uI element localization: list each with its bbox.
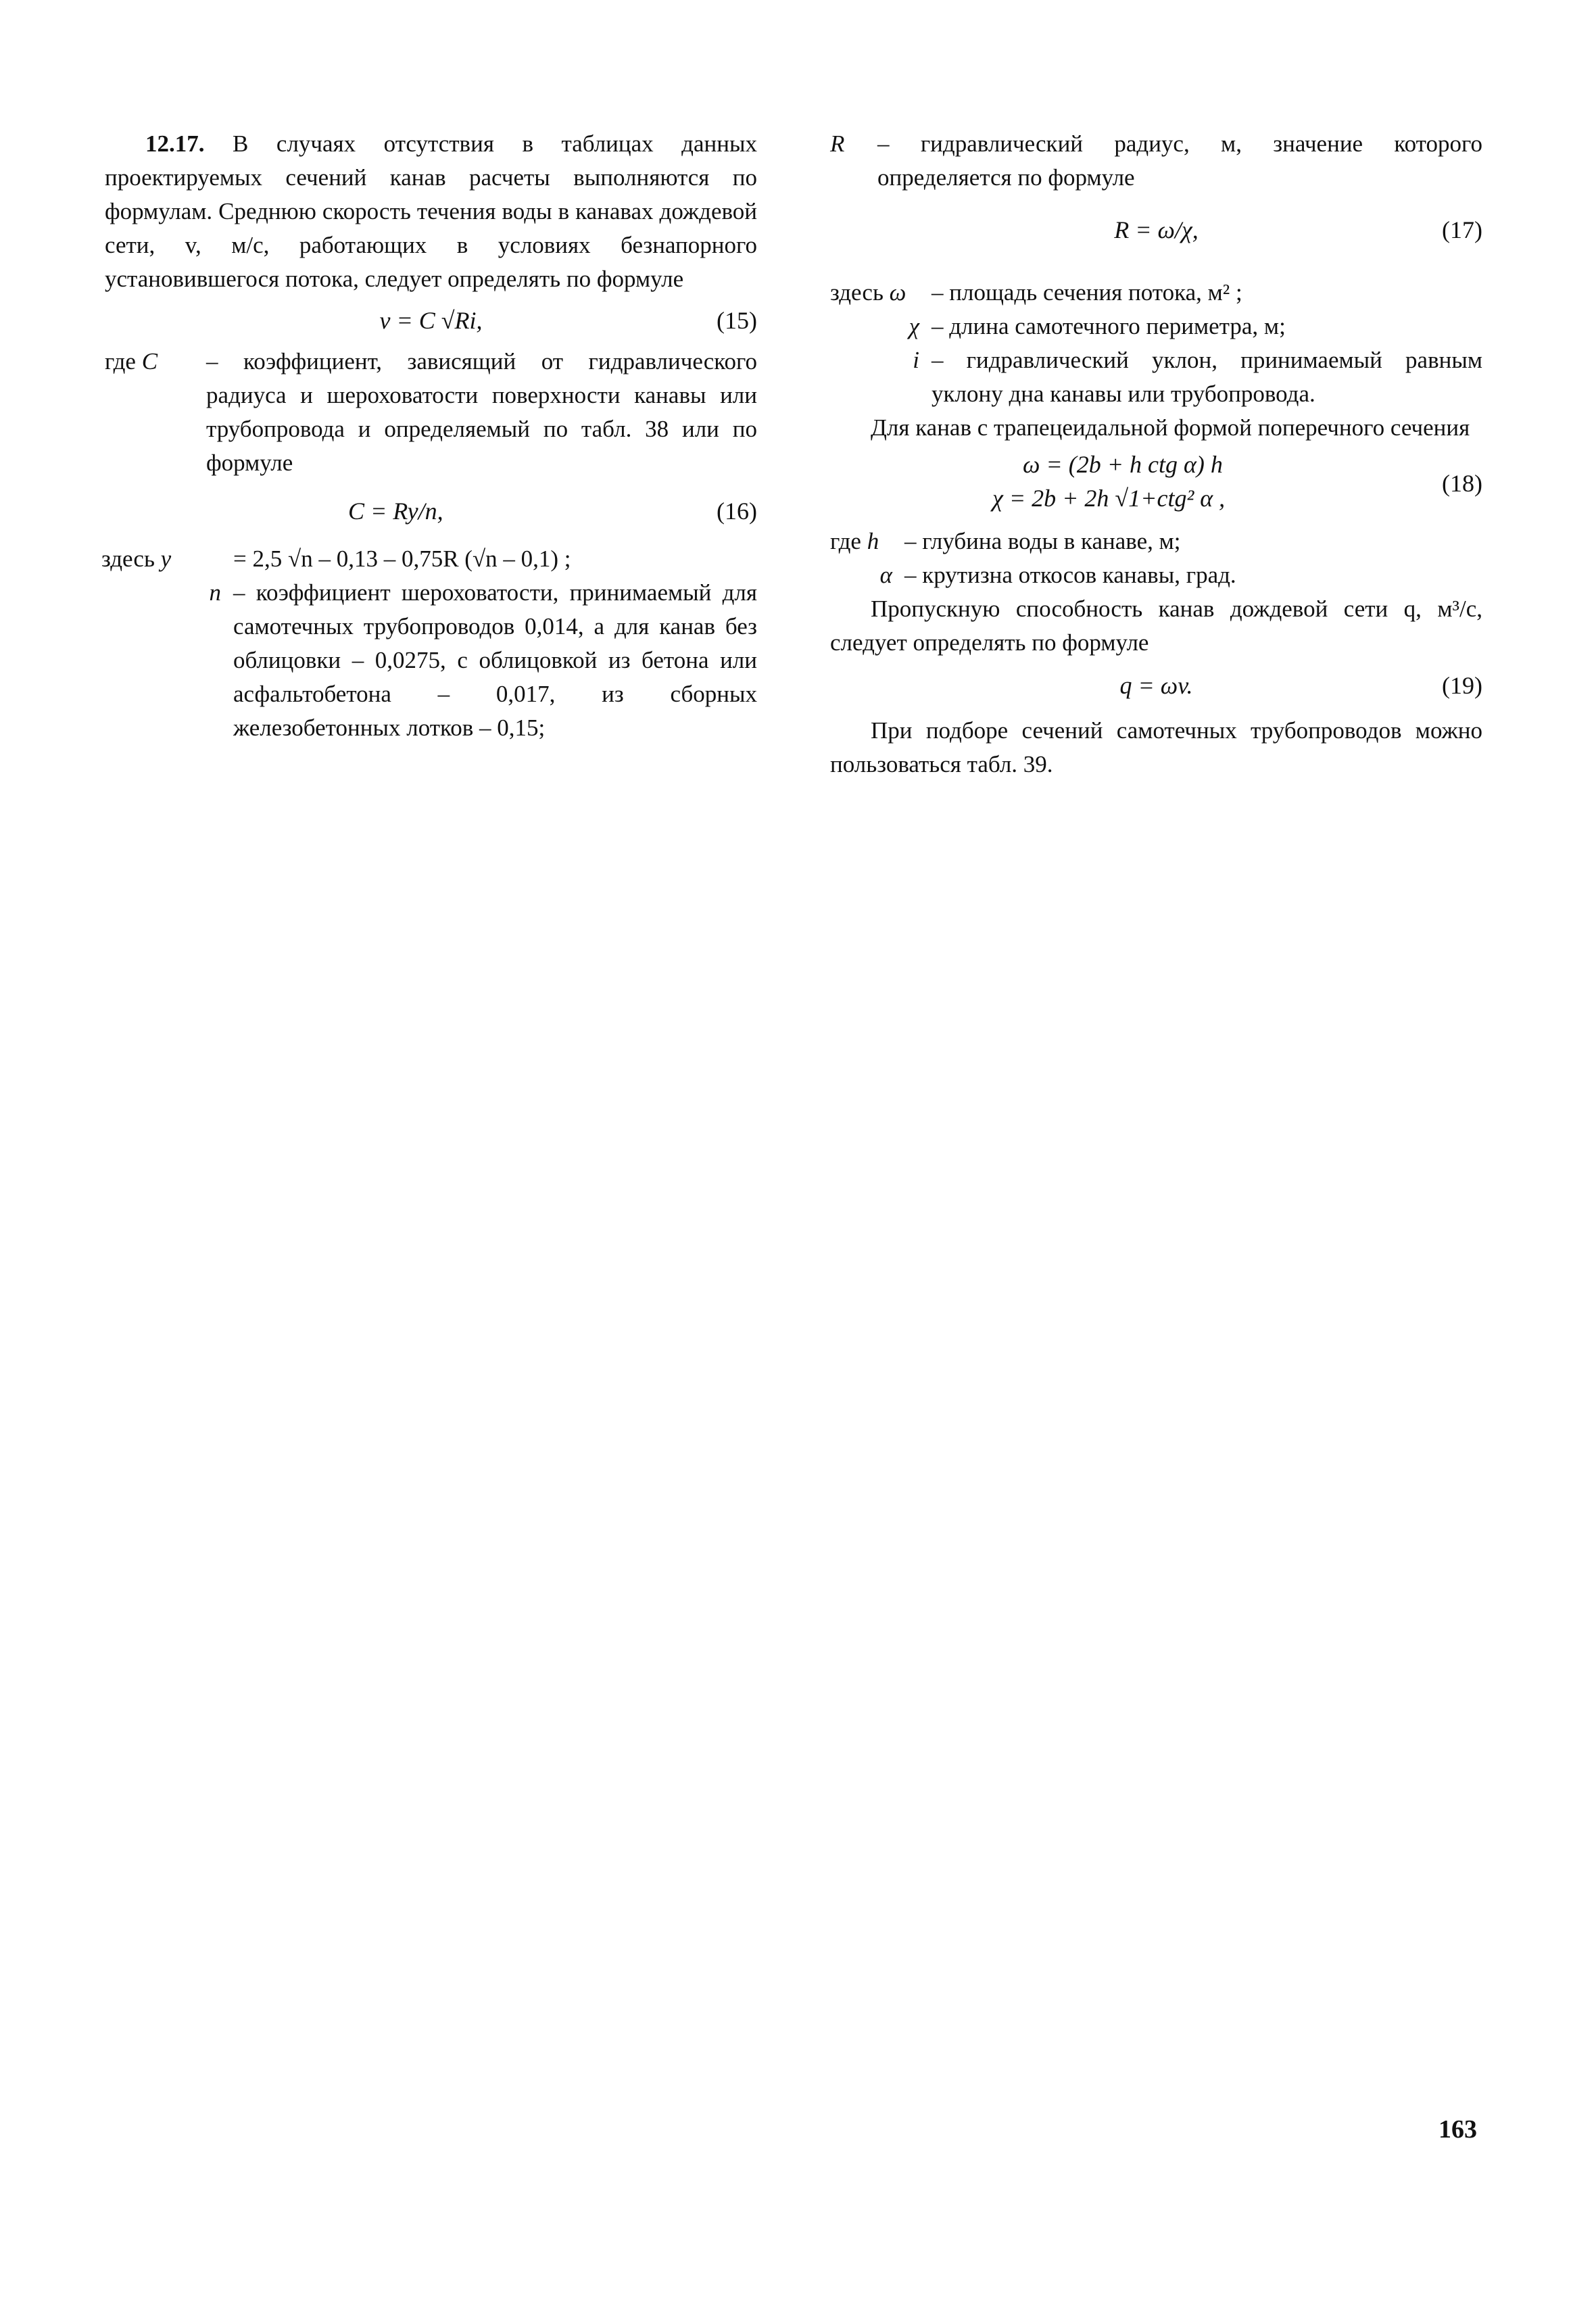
- symbol-h: h: [867, 528, 879, 554]
- formula-16-expr: C = Ry/n,: [348, 498, 443, 525]
- right-column: [830, 127, 1482, 781]
- formula-15: [105, 301, 757, 339]
- formula-18: [830, 448, 1482, 523]
- definition-h: [830, 525, 1482, 558]
- formula-18-line1: ω = (2b + h ctg α) h: [1023, 451, 1223, 478]
- symbol-c: C: [141, 348, 158, 375]
- formula-15-expr: v = C √Ri,: [379, 307, 483, 334]
- formula-16-number: (16): [717, 498, 757, 525]
- symbol-i: i: [913, 347, 919, 373]
- formula-15-number: (15): [717, 307, 757, 334]
- definition-h-text: – глубина воды в канаве, м;: [904, 528, 1181, 554]
- definition-chi: [830, 310, 1482, 343]
- definition-h-lead: где h: [830, 528, 879, 554]
- left-column: [101, 127, 757, 745]
- definition-y-lead: здесь y: [101, 546, 172, 572]
- definition-c: [105, 345, 757, 480]
- formula-18-number: (18): [1442, 470, 1482, 497]
- definition-omega: [830, 276, 1482, 310]
- definition-y-text: = 2,5 √n – 0,13 – 0,75R (√n – 0,1) ;: [233, 546, 571, 572]
- definition-r-text: – гидравлический радиус, м, значение которого определяется по формуле: [877, 130, 1482, 191]
- page-number: 163: [1438, 2115, 1477, 2144]
- definition-n-text: – коэффициент шероховатости, принимаемый для самотечных трубопроводов 0,014, а для канав без облицовки – 0,0275, с облицовкой из бетона или асфальтобетона – 0,017, из сборных железобетонных лотков – 0,15;: [233, 579, 757, 741]
- intro-paragraph: [105, 127, 757, 296]
- definition-i-text: – гидравлический уклон, принимаемый равным уклону дна канавы или трубопровода.: [932, 347, 1482, 407]
- formula-17: [830, 211, 1482, 249]
- symbol-n: n: [209, 579, 221, 606]
- definition-c-text: – коэффициент, зависящий от гидравлического радиуса и шероховатости поверхности канавы или трубопровода и определяемый по табл. 38 или по формуле: [206, 348, 757, 476]
- definition-omega-text: – площадь сечения потока, м² ;: [932, 279, 1242, 306]
- formula-17-number: (17): [1442, 216, 1482, 243]
- definition-n: [105, 576, 757, 745]
- symbol-y: y: [160, 546, 172, 572]
- intro-text: В случаях отсутствия в таблицах данных проектируемых сечений канав расчеты выполняются по формулам. Среднюю скорость течения воды в канавах дождевой сети, v, м/с, работающих в условиях безнапорного установившегося потока, следует определять по формуле: [105, 130, 757, 292]
- formula-16: [105, 492, 757, 530]
- symbol-omega: ω: [889, 279, 906, 306]
- formula-17-expr: R = ω/χ,: [1114, 216, 1199, 243]
- trapezoid-paragraph: Для канав с трапецеидальной формой поперечного сечения: [871, 414, 1470, 441]
- formula-19-expr: q = ωv.: [1119, 672, 1193, 699]
- capacity-paragraph: Пропускную способность канав дождевой сети q, м³/с, следует определять по формуле: [830, 596, 1482, 656]
- symbol-r: R: [830, 130, 845, 157]
- definition-omega-lead: здесь ω: [830, 279, 906, 306]
- section-number: 12.17.: [145, 130, 205, 157]
- definition-c-lead: где C: [105, 348, 158, 375]
- definition-alpha: [830, 558, 1482, 592]
- symbol-chi: χ: [909, 313, 919, 339]
- definition-i: [830, 343, 1482, 411]
- formula-19: [830, 667, 1482, 704]
- formula-18-line2: χ = 2b + 2h √1+ctg² α ,: [992, 485, 1226, 512]
- definition-y: [101, 542, 757, 576]
- definition-alpha-text: – крутизна откосов канавы, град.: [904, 562, 1236, 588]
- symbol-alpha: α: [879, 562, 892, 588]
- definition-r: [830, 127, 1482, 195]
- formula-19-number: (19): [1442, 672, 1482, 699]
- definition-chi-text: – длина самотечного периметра, м;: [932, 313, 1286, 339]
- closing-paragraph: При подборе сечений самотечных трубопроводов можно пользоваться табл. 39.: [830, 717, 1482, 777]
